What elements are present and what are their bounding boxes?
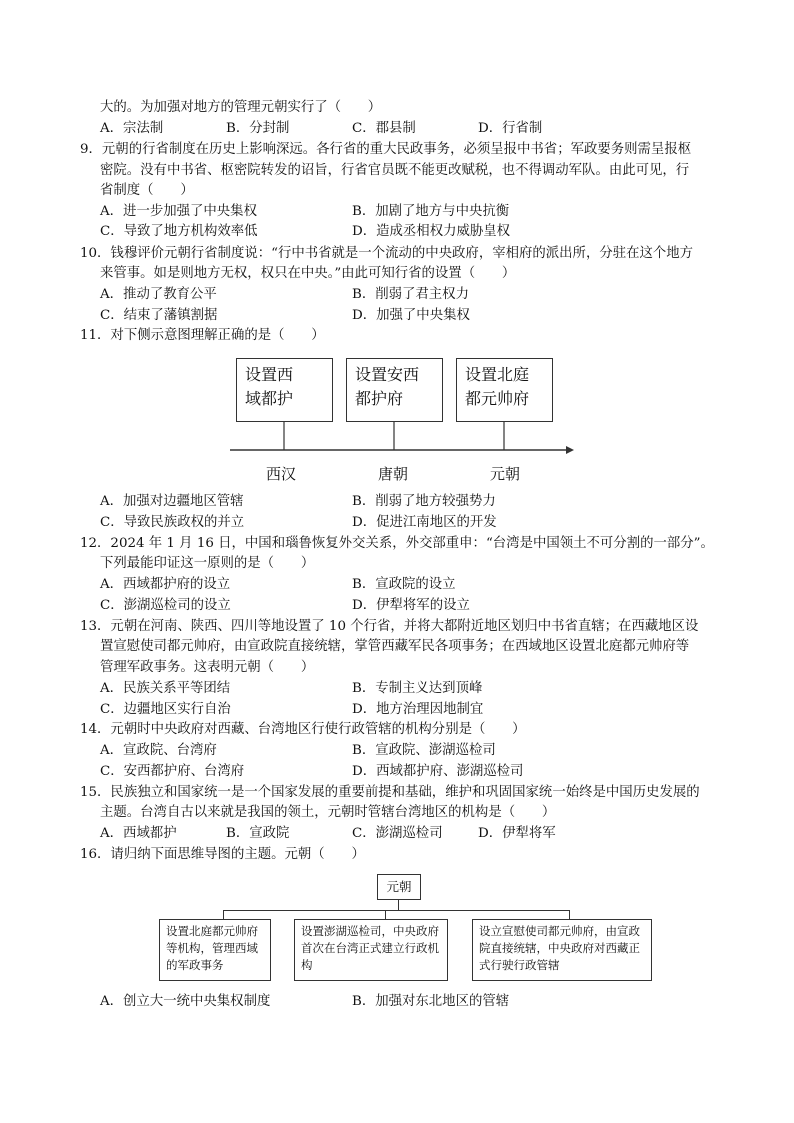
mindmap-branch-line [223, 910, 570, 911]
q14-option-d[interactable]: D．西域都护府、澎湖巡检司 [352, 764, 524, 779]
q9-stem-line1: 9．元朝的行省制度在历史上影响深远。各行省的重大民政事务，必须呈报中书省；军政要务则需呈报枢 [80, 142, 692, 157]
q11-option-d[interactable]: D．促进江南地区的开发 [352, 515, 497, 530]
timeline-label-yuan: 元朝 [490, 465, 521, 483]
timeline-axis [226, 418, 576, 458]
q14-option-a[interactable]: A．宣政院、台湾府 [100, 743, 217, 758]
q9-option-d[interactable]: D．造成丞相权力威胁皇权 [352, 224, 511, 239]
mindmap-child-xizang: 设立宣慰使司都元帅府，由宣政院直接统辖，中央政府对西藏正式行驶行政管辖 [472, 919, 652, 981]
q15-stem-line1: 15．民族独立和国家统一是一个国家发展的重要前提和基础，维护和巩固国家统一始终是中国历史发展的 [80, 785, 700, 800]
q10-option-b[interactable]: B．削弱了君主权力 [352, 287, 469, 302]
q13-stem-line3: 管理军政事务。这表明元朝（ ） [100, 660, 315, 675]
q12-stem-line2: 下列最能印证这一原则的是（ ） [100, 556, 315, 571]
q14-option-b[interactable]: B．宣政院、澎湖巡检司 [352, 743, 496, 758]
q15-option-c[interactable]: C．澎湖巡检司 [352, 826, 443, 841]
q13-stem-line2: 置宣慰使司都元帅府，由宣政院直接统辖，掌管西藏军民各项事务；在西域地区设置北庭都元帅府等 [100, 639, 690, 654]
q13-option-b[interactable]: B．专制主义达到顶峰 [352, 681, 483, 696]
q13-option-c[interactable]: C．边疆地区实行自治 [100, 702, 231, 717]
q8-option-c[interactable]: C．郡县制 [352, 121, 416, 136]
q9-stem-line3: 省制度（ ） [100, 183, 194, 198]
q10-stem-line2: 来管事。如是则地方无权，权只在中央。”由此可知行省的设置（ ） [100, 266, 516, 281]
q13-option-d[interactable]: D．地方治理因地制宜 [352, 702, 484, 717]
q14-stem: 14．元朝时中央政府对西藏、台湾地区行使行政管辖的机构分别是（ ） [80, 722, 526, 737]
q11-option-b[interactable]: B．削弱了地方较强势力 [352, 494, 496, 509]
q12-option-c[interactable]: C．澎湖巡检司的设立 [100, 598, 231, 613]
diagram-box-xihan: 设置西 域都护 [236, 358, 333, 422]
q10-option-a[interactable]: A．推动了教育公平 [100, 287, 217, 302]
q15-option-d[interactable]: D．伊犁将军 [478, 826, 556, 841]
q8-stem-cont: 大的。为加强对地方的管理元朝实行了（ ） [100, 100, 382, 115]
q15-option-b[interactable]: B．宣政院 [226, 826, 290, 841]
q14-option-c[interactable]: C．安西都护府、台湾府 [100, 764, 245, 779]
diagram-box-yuan: 设置北庭 都元帅府 [456, 358, 553, 422]
timeline-label-xihan: 西汉 [266, 465, 297, 483]
q12-option-d[interactable]: D．伊犁将军的设立 [352, 598, 470, 613]
q16-option-b[interactable]: B．加强对东北地区的管辖 [352, 994, 510, 1009]
q10-option-c[interactable]: C．结束了藩镇割据 [100, 308, 218, 323]
diagram-box-tang: 设置安西 都护府 [346, 358, 443, 422]
mindmap-root: 元朝 [377, 874, 421, 900]
q15-stem-line2: 主题。台湾自古以来就是我国的领土，元朝时管辖台湾地区的机构是（ ） [100, 805, 556, 820]
q11-option-c[interactable]: C．导致民族政权的并立 [100, 515, 245, 530]
q10-option-d[interactable]: D．加强了中央集权 [352, 308, 470, 323]
q10-stem-line1: 10．钱穆评价元朝行省制度说：“行中书省就是一个流动的中央政府，宰相府的派出所，分驻在这个地方 [80, 246, 694, 261]
q8-option-a[interactable]: A．宗法制 [100, 121, 164, 136]
q8-option-b[interactable]: B．分封制 [226, 121, 290, 136]
mindmap-child-penghu: 设置澎湖巡检司，中央政府首次在台湾正式建立行政机构 [294, 919, 448, 981]
q9-option-b[interactable]: B．加剧了地方与中央抗衡 [352, 204, 510, 219]
timeline-label-tang: 唐朝 [378, 465, 409, 483]
q8-option-d[interactable]: D．行省制 [478, 121, 543, 136]
q9-option-a[interactable]: A．进一步加强了中央集权 [100, 204, 257, 219]
q11-stem: 11．对下侧示意图理解正确的是（ ） [80, 328, 325, 343]
mindmap-child-beiting: 设置北庭都元帅府等机构，管理西域的军政事务 [159, 919, 271, 981]
q16-option-a[interactable]: A．创立大一统中央集权制度 [100, 994, 271, 1009]
q16-stem: 16．请归纳下面思维导图的主题。元朝（ ） [80, 847, 365, 862]
q12-option-a[interactable]: A．西域都护府的设立 [100, 577, 231, 592]
q11-option-a[interactable]: A．加强对边疆地区管辖 [100, 494, 244, 509]
q9-stem-line2: 密院。没有中书省、枢密院转发的诏旨，行省官员既不能更改赋税，也不得调动军队。由此可见，行 [100, 163, 690, 178]
q13-option-a[interactable]: A．民族关系平等团结 [100, 681, 231, 696]
q15-option-a[interactable]: A．西域都护 [100, 826, 177, 841]
q13-stem-line1: 13．元朝在河南、陕西、四川等地设置了 10 个行省，并将大都附近地区划归中书省直辖；在西藏地区设 [80, 619, 699, 634]
q9-option-c[interactable]: C．导致了地方机构效率低 [100, 224, 258, 239]
q12-stem-line1: 12．2024 年 1 月 16 日，中国和瑙鲁恢复外交关系，外交部重申：“台湾是中国领土不可分割的一部分”。 [80, 536, 714, 551]
q12-option-b[interactable]: B．宣政院的设立 [352, 577, 456, 592]
